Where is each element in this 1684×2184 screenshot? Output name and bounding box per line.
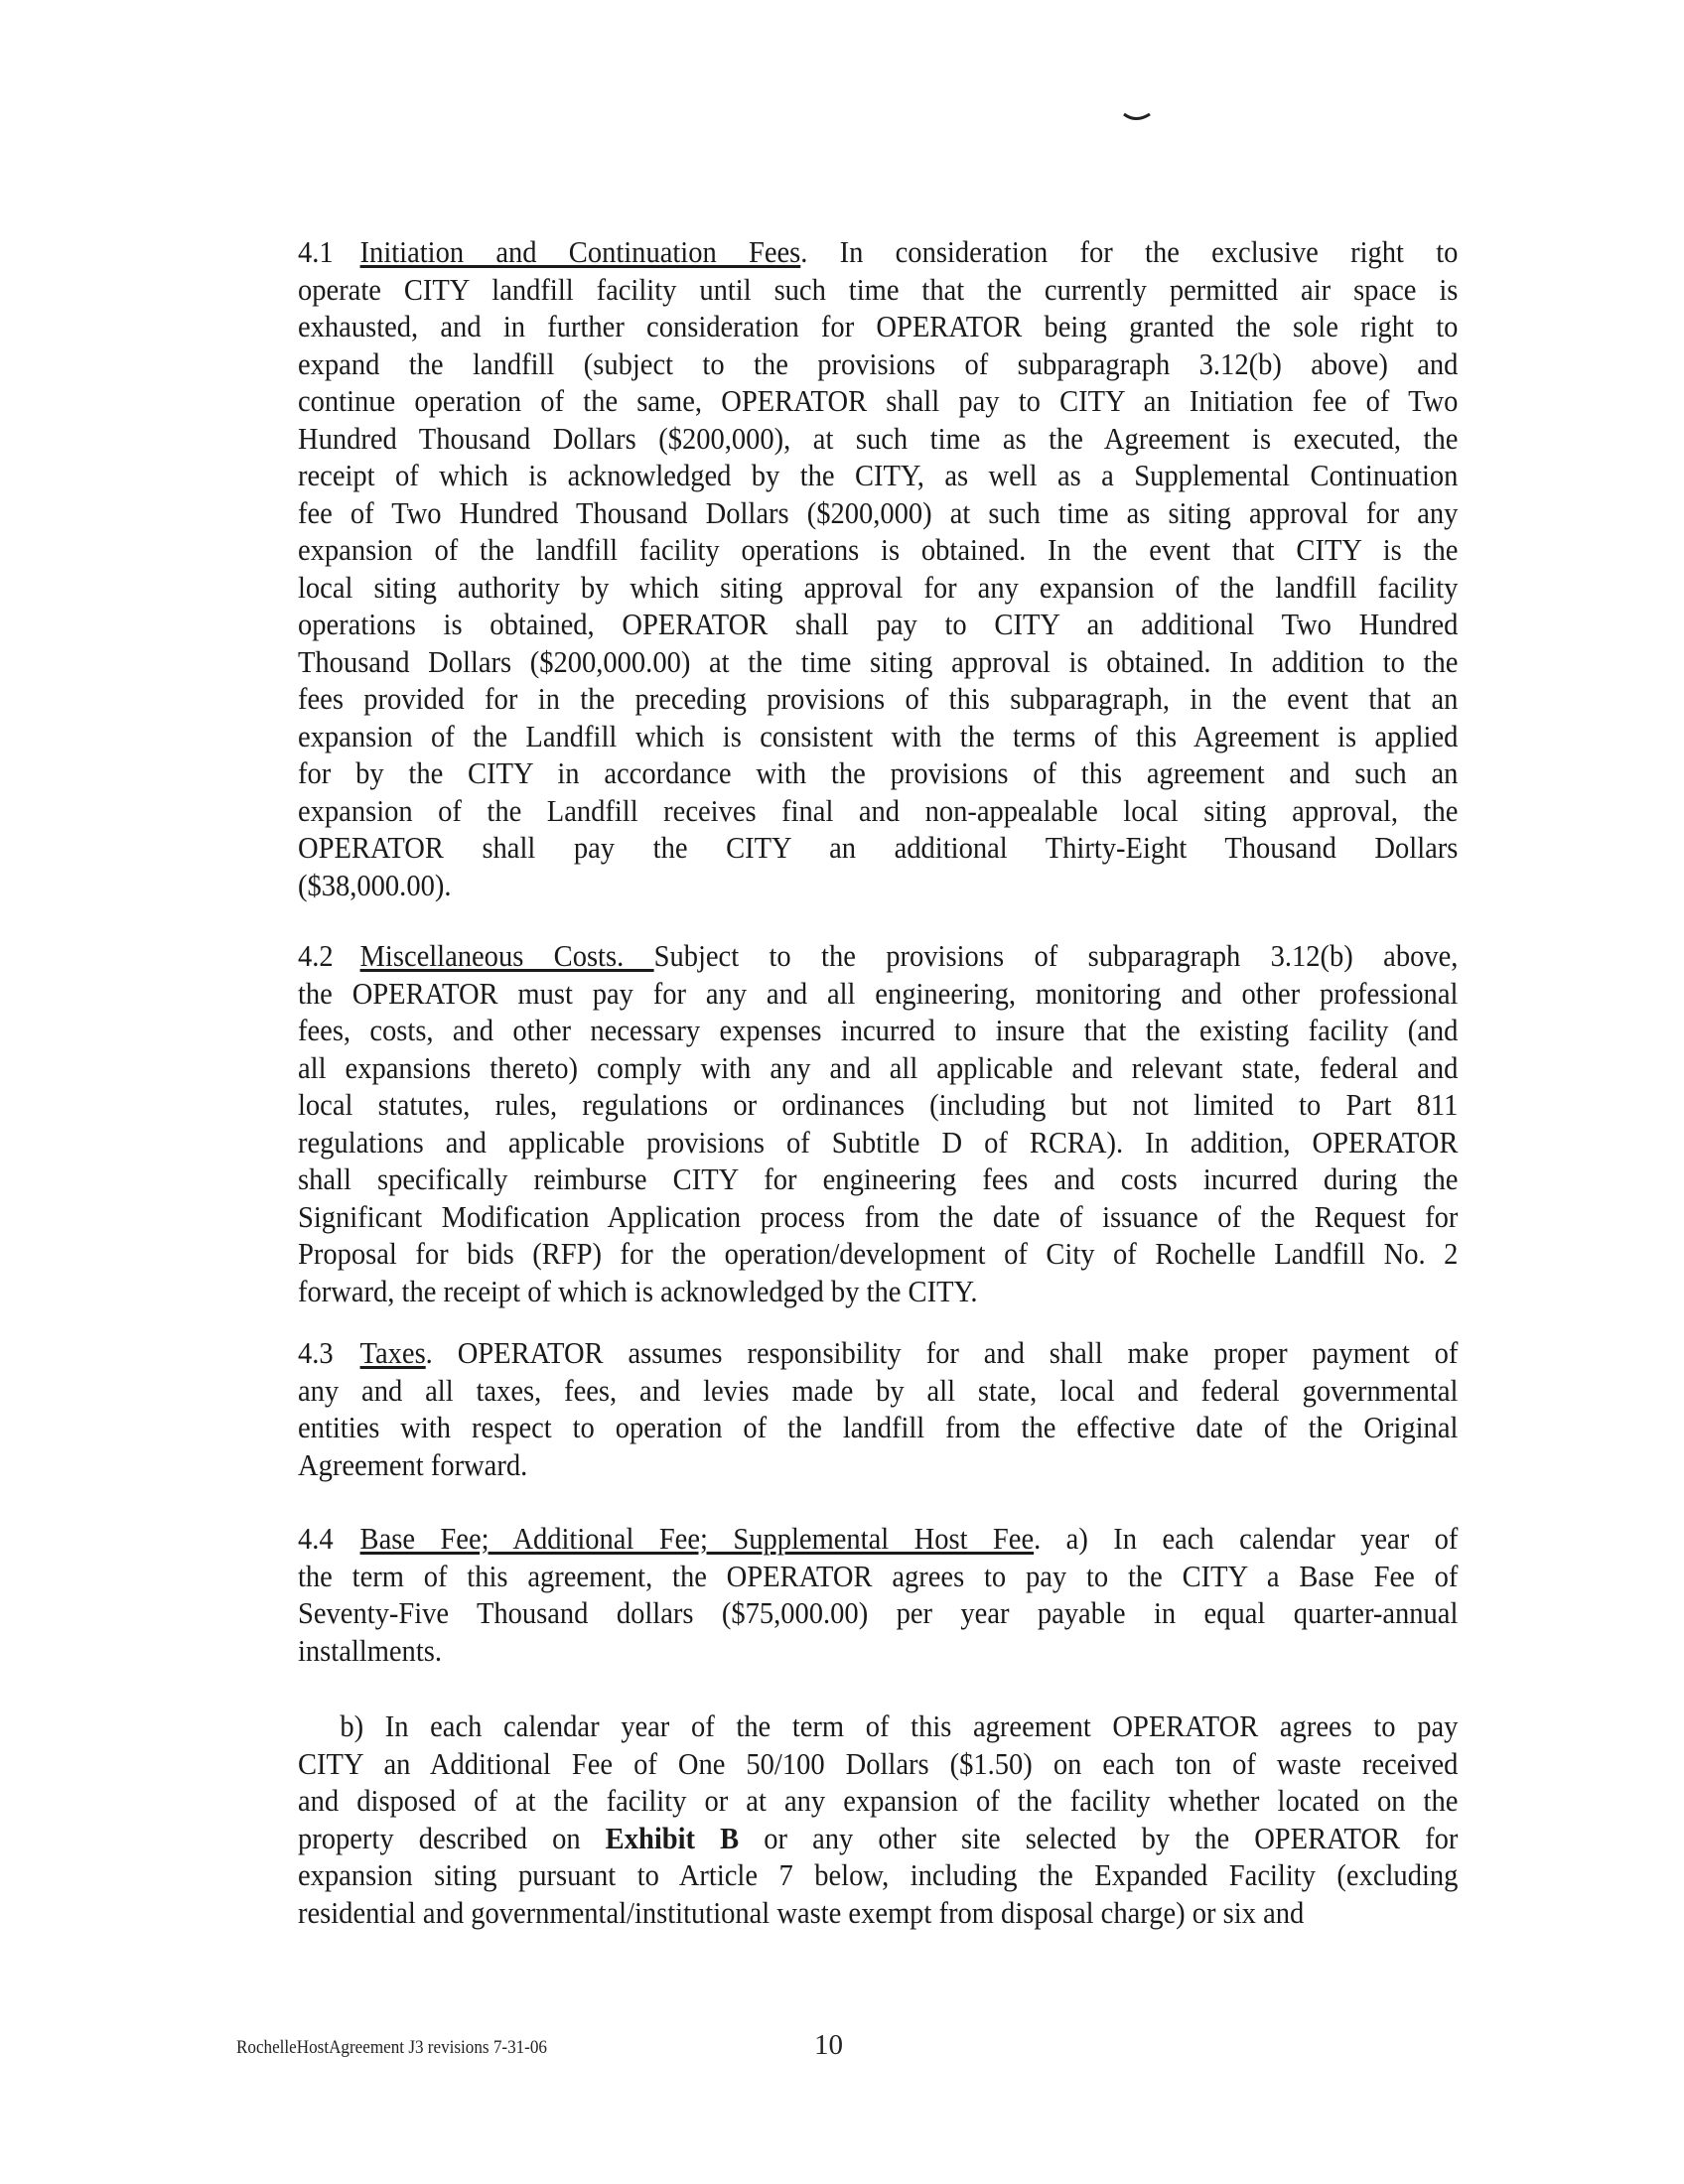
paragraph-text: . OPERATOR assumes responsibility for and shall make proper payment of [425,1335,1459,1370]
paragraph-line: all expansions thereto) comply with any and all applicable and relevant state, federal and [298,1049,1459,1085]
paragraph-line: regulations and applicable provisions of Subtitle D of RCRA). In addition, OPERATOR [298,1124,1459,1160]
paragraph-line: operate CITY landfill facility until such time that the currently permitted air space is [298,271,1459,307]
paragraph-line: Proposal for bids (RFP) for the operation/development of City of Rochelle Landfill No. 2 [298,1236,1459,1271]
paragraph-line: installments. [298,1632,442,1668]
paragraph-line: the term of this agreement, the OPERATOR agrees to pay to the CITY a Base Fee of [298,1558,1459,1593]
paragraph-line [298,233,1458,271]
paragraph-line [298,1334,1458,1372]
paragraph-text: or any other site selected by the OPERATOR for [739,1820,1459,1855]
section-4-1 [298,233,1458,903]
paragraph-line: CITY an Additional Fee of One 50/100 Dollars ($1.50) on each ton of waste received [298,1745,1459,1781]
paragraph-line: operations is obtained, OPERATOR shall pay to CITY an additional Two Hundred [298,607,1459,641]
paragraph-line-text [360,1520,1459,1558]
paragraph-line: expansion siting pursuant to Article 7 below, including the Expanded Facility (excluding [298,1857,1459,1892]
paragraph-line: b) In each calendar year of the term of this agreement OPERATOR agrees to pay [340,1708,1459,1743]
footer-document-name: RochelleHostAgreement J3 revisions 7-31-06 [236,2037,547,2058]
paragraph-line: local statutes, rules, regulations or ordinances (including but not limited to Part 811 [298,1087,1459,1122]
paragraph-line: local siting authority by which siting approval for any expansion of the landfill facility [298,569,1459,605]
paragraph-line: fees, costs, and other necessary expenses incurred to insure that the existing facility (and [298,1013,1459,1047]
paragraph-line: expansion of the landfill facility operations is obtained. In the event that CITY is the [298,532,1459,567]
paragraph-line: residential and governmental/institutional waste exempt from disposal charge) or six and [298,1894,1305,1930]
paragraph-line: forward, the receipt of which is acknowledged by the CITY. [298,1273,978,1308]
paragraph-line: Hundred Thousand Dollars ($200,000), at such time as the Agreement is executed, the [298,420,1459,456]
paragraph-line: for by the CITY in accordance with the provisions of this agreement and such an [298,755,1459,790]
paragraph-line: Seventy-Five Thousand dollars ($75,000.00) per year payable in equal quarter-annual [298,1595,1459,1630]
paragraph-line: Agreement forward. [298,1446,528,1482]
paragraph-text: . a) In each calendar year of [1034,1521,1459,1556]
subparagraph-b [298,1707,1458,1931]
paragraph-line: Thousand Dollars ($200,000.00) at the time siting approval is obtained. In addition to the [298,643,1459,679]
paragraph-line: entities with respect to operation of the landfill from the effective date of the Original [298,1410,1459,1444]
paragraph-line [298,1520,1458,1558]
section-4-2 [298,937,1458,1309]
paragraph-line: exhausted, and in further consideration for OPERATOR being granted the sole right to [298,309,1459,343]
paragraph-line: fees provided for in the preceding provisions of this subparagraph, in the event that an [298,681,1459,716]
section-number: 4.2 [298,938,334,973]
paragraph-line-text [360,233,1459,271]
paragraph-line: the OPERATOR must pay for any and all engineering, monitoring and other professional [298,975,1459,1011]
paragraph-line: expansion of the Landfill which is consistent with the terms of this Agreement is applied [298,718,1459,753]
section-4-3 [298,1334,1458,1483]
paragraph-line: and disposed of at the facility or at any expansion of the facility whether located on the [298,1783,1459,1818]
paragraph-line: ($38,000.00). [298,867,452,902]
page-number: 10 [814,2029,843,2061]
section-number: 4.1 [298,234,334,269]
section-heading: Miscellaneous Costs. [359,938,654,973]
paragraph-line: shall specifically reimburse CITY for engineering fees and costs incurred during the [298,1161,1459,1196]
paragraph-line: Significant Modification Application process from the date of issuance of the Request for [298,1198,1459,1234]
paragraph-line: OPERATOR shall pay the CITY an additional Thirty-Eight Thousand Dollars [298,830,1459,865]
section-number: 4.4 [298,1521,334,1556]
paragraph-line: fee of Two Hundred Thousand Dollars ($200,000) at such time as siting approval for any [298,494,1459,530]
paragraph-line: expand the landfill (subject to the provisions of subparagraph 3.12(b) above) and [298,345,1459,381]
paragraph-text: property described on [298,1820,606,1855]
paragraph-line: expansion of the Landfill receives final and non-appealable local siting approval, the [298,792,1459,828]
paragraph-text: . In consideration for the exclusive right to [800,234,1459,269]
section-4-4 [298,1520,1458,1669]
exhibit-reference: Exhibit B [605,1820,740,1855]
paragraph-line: any and all taxes, fees, and levies made by all state, local and federal governmental [298,1372,1459,1408]
section-heading: Taxes [359,1335,426,1370]
paragraph-line [298,1820,1458,1857]
section-heading: Base Fee; Additional Fee; Supplemental Host Fee [359,1521,1035,1556]
paragraph-line-text [360,937,1459,975]
paragraph-line [298,937,1458,975]
section-heading: Initiation and Continuation Fees [359,234,801,269]
paragraph-line-text [360,1334,1459,1372]
scan-mark [1122,111,1152,123]
section-number: 4.3 [298,1335,334,1370]
paragraph-text: Subject to the provisions of subparagraph 3.12(b) above, [653,938,1459,973]
paragraph-line: receipt of which is acknowledged by the CITY, as well as a Supplemental Continuation [298,458,1459,492]
paragraph-line: continue operation of the same, OPERATOR shall pay to CITY an Initiation fee of Two [298,383,1459,418]
